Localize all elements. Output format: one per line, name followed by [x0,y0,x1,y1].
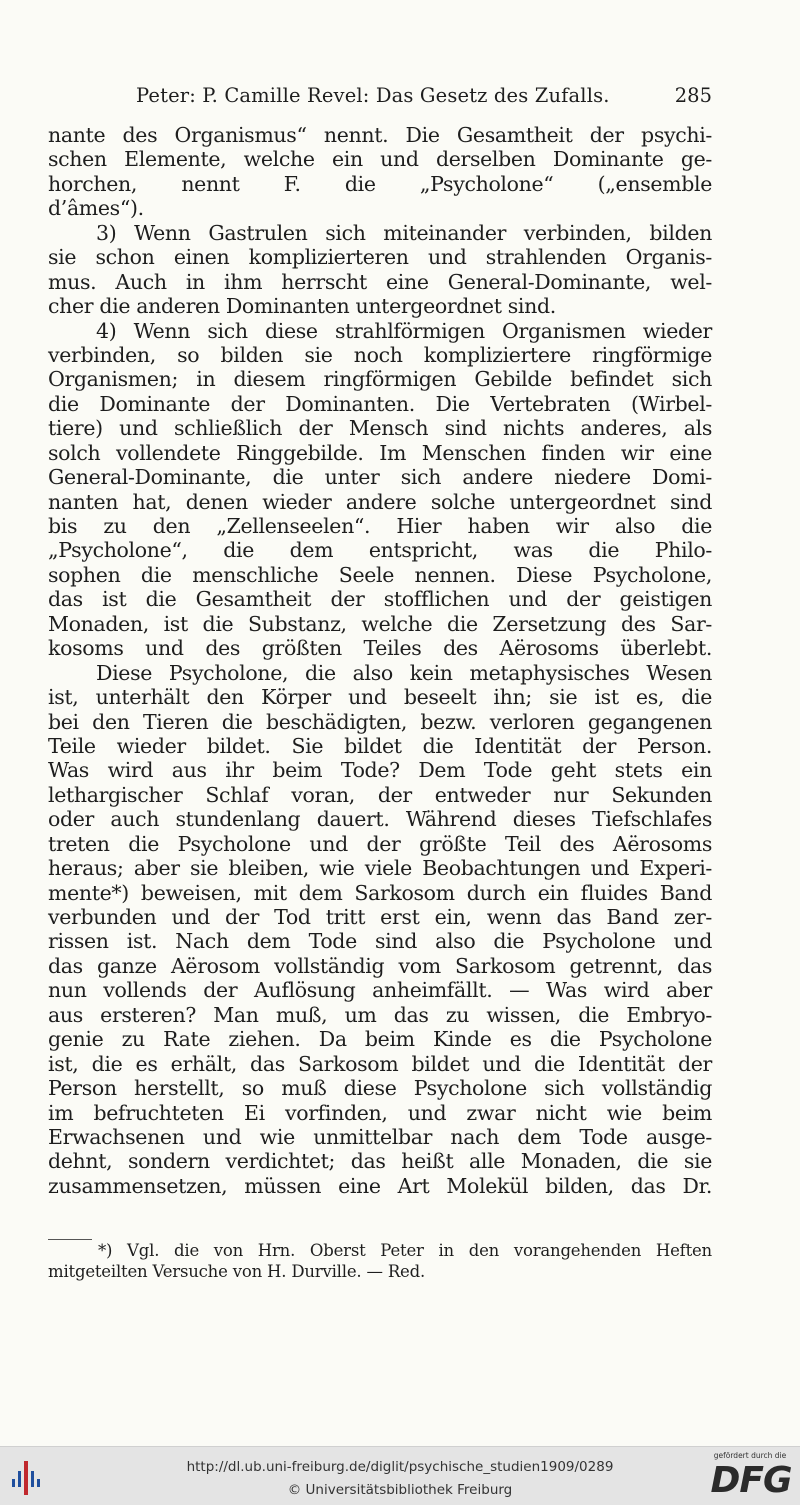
text-line: sophen die menschliche Seele nennen. Diese Psycholone, [48,562,712,587]
copyright-notice: © Universitätsbibliothek Freiburg [287,1482,513,1498]
text-line: mus. Auch in ihm herrscht eine General-Dominante, wel- [48,269,712,294]
running-header-title: Peter: P. Camille Revel: Das Gesetz des Zufalls. [136,84,610,107]
viewer-footer [0,1446,800,1505]
text-line: oder auch stundenlang dauert. Während dieses Tiefschlafes [48,807,712,832]
text-line: das ist die Gesamtheit der stofflichen und der geistigen [48,587,712,612]
dfg-logo-text: DFG [710,1460,792,1501]
text-line: ist, unterhält den Körper und beseelt ihn; sie ist es, die [48,685,712,710]
text-line: schen Elemente, welche ein und derselben Dominante ge- [48,147,712,172]
running-header [48,84,712,110]
text-line: treten die Psycholone und der größte Teil des Aërosoms [48,831,712,856]
dfg-logo [706,1449,794,1503]
text-line: Organismen; in diesem ringförmigen Gebilde befindet sich [48,367,712,392]
text-line: „Psycholone“, die dem entspricht, was die Philo- [48,538,712,563]
text-line: Erwachsenen und wie unmittelbar nach dem Tode ausge- [48,1124,712,1149]
text-line: bis zu den „Zellenseelen“. Hier haben wir also die [48,514,712,538]
text-line: dehnt, sondern verdichtet; das heißt alle Monaden, die sie [48,1149,712,1174]
text-line: d’âmes“). [48,196,144,221]
text-line: cher die anderen Dominanten untergeordnet sind. [48,294,556,319]
text-line: 3) Wenn Gastrulen sich miteinander verbinden, bilden [96,220,712,245]
footnote-line: mitgeteilten Versuche von H. Durville. — Red. [48,1262,426,1281]
dfg-tagline: gefördert durch die [713,1451,787,1460]
footnote [48,1240,712,1282]
text-line: Person herstellt, so muß diese Psycholone sich vollständig [48,1076,712,1101]
text-line: solch vollendete Ringgebilde. Im Menschen finden wir eine [48,440,712,465]
text-line: das ganze Aërosom vollständig vom Sarkosom getrennt, das [48,953,712,978]
text-line: nante des Organismus“ nennt. Die Gesamtheit der psychi- [48,123,712,147]
text-line: heraus; aber sie bleiben, wie viele Beobachtungen und Experi- [48,856,712,881]
text-line: zusammensetzen, müssen eine Art Molekül bilden, das Dr. [48,1173,712,1198]
text-line: Teile wieder bildet. Sie bildet die Identität der Person. [48,733,712,758]
text-line: aus ersteren? Man muß, um das zu wissen, die Embryo- [48,1002,712,1027]
text-line: mente*) beweisen, mit dem Sarkosom durch ein fluides Band [48,880,712,905]
text-line: genie zu Rate ziehen. Da beim Kinde es die Psycholone [48,1027,712,1052]
text-line: im befruchteten Ei vorfinden, und zwar nicht wie beim [48,1100,712,1125]
footnote-line: *) Vgl. die von Hrn. Oberst Peter in den vorangehenden Heften [98,1241,712,1260]
body-text [48,123,712,1198]
text-line: verbinden, so bilden sie noch kompliziertere ringförmige [48,342,712,367]
text-line: verbunden und der Tod tritt erst ein, wenn das Band zer- [48,905,712,929]
text-line: Was wird aus ihr beim Tode? Dem Tode geht stets ein [48,758,712,783]
text-line: lethargischer Schlaf voran, der entweder nur Sekunden [48,782,712,807]
text-line: nun vollends der Auflösung anheimfällt. — Was wird aber [48,978,712,1003]
text-line: Diese Psycholone, die also kein metaphysisches Wesen [96,660,712,685]
text-line: nanten hat, denen wieder andere solche untergeordnet sind [48,489,712,514]
text-line: die Dominante der Dominanten. Die Vertebraten (Wirbel- [48,391,712,416]
text-line: kosoms und des größten Teiles des Aërosoms überlebt. [48,636,712,661]
text-line: ist, die es erhält, das Sarkosom bildet und die Identität der [48,1051,712,1076]
text-line: rissen ist. Nach dem Tode sind also die Psycholone und [48,929,712,954]
permalink-url[interactable]: http://dl.ub.uni-freiburg.de/diglit/psychische_studien1909/0289 [186,1459,614,1475]
page-number: 285 [674,84,712,107]
text-line: 4) Wenn sich diese strahlförmigen Organismen wieder [96,318,712,343]
text-line: Monaden, ist die Substanz, welche die Zersetzung des Sar- [48,611,712,636]
text-line: sie schon einen komplizierteren und strahlenden Organis- [48,245,712,270]
text-line: tiere) und schließlich der Mensch sind nichts anderes, als [48,416,712,441]
text-line: General-Dominante, die unter sich andere niedere Domi- [48,465,712,490]
text-line: horchen, nennt F. die „Psycholone“ („ensemble [48,171,712,196]
text-line: bei den Tieren die beschädigten, bezw. verloren gegangenen [48,709,712,734]
